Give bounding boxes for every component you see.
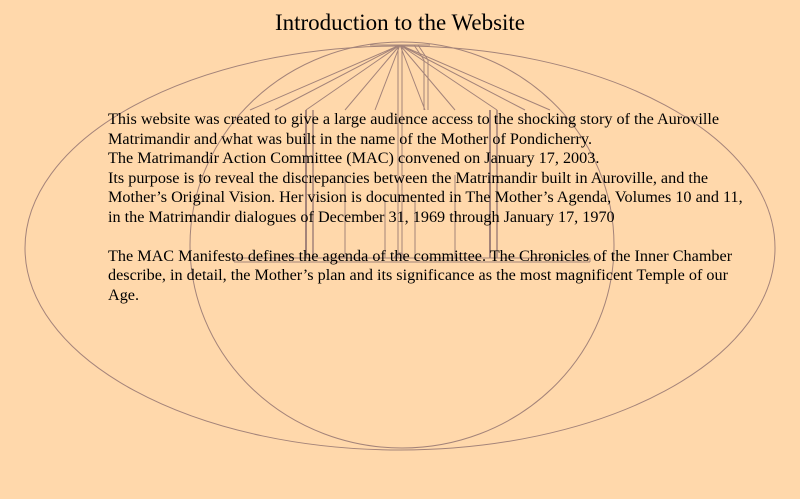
intro-paragraph: Its purpose is to reveal the discrepancies between the Matrimandir built in Auroville, and the Mother’s Original Vision. Her vision is documented in The Mother’s Agenda, Volumes 10 and 11, in the Matrimandir dialogues of December 31, 1969 through January 17, 1970	[108, 168, 743, 226]
intro-paragraph: The MAC Manifesto defines the agenda of the committee. The Chronicles of the Inner Chamber describe, in detail, the Mother’s plan and its significance as the most magnificent Temple of our Age.	[108, 246, 733, 304]
intro-text	[108, 110, 748, 305]
page-title: Introduction to the Website	[274, 10, 526, 35]
intro-paragraph: This website was created to give a large audience access to the shocking story of the Auroville Matrimandir and what was built in the name of the Mother of Pondicherry.	[108, 110, 720, 148]
intro-paragraph: The Matrimandir Action Committee (MAC) convened on January 17, 2003.	[108, 149, 600, 167]
